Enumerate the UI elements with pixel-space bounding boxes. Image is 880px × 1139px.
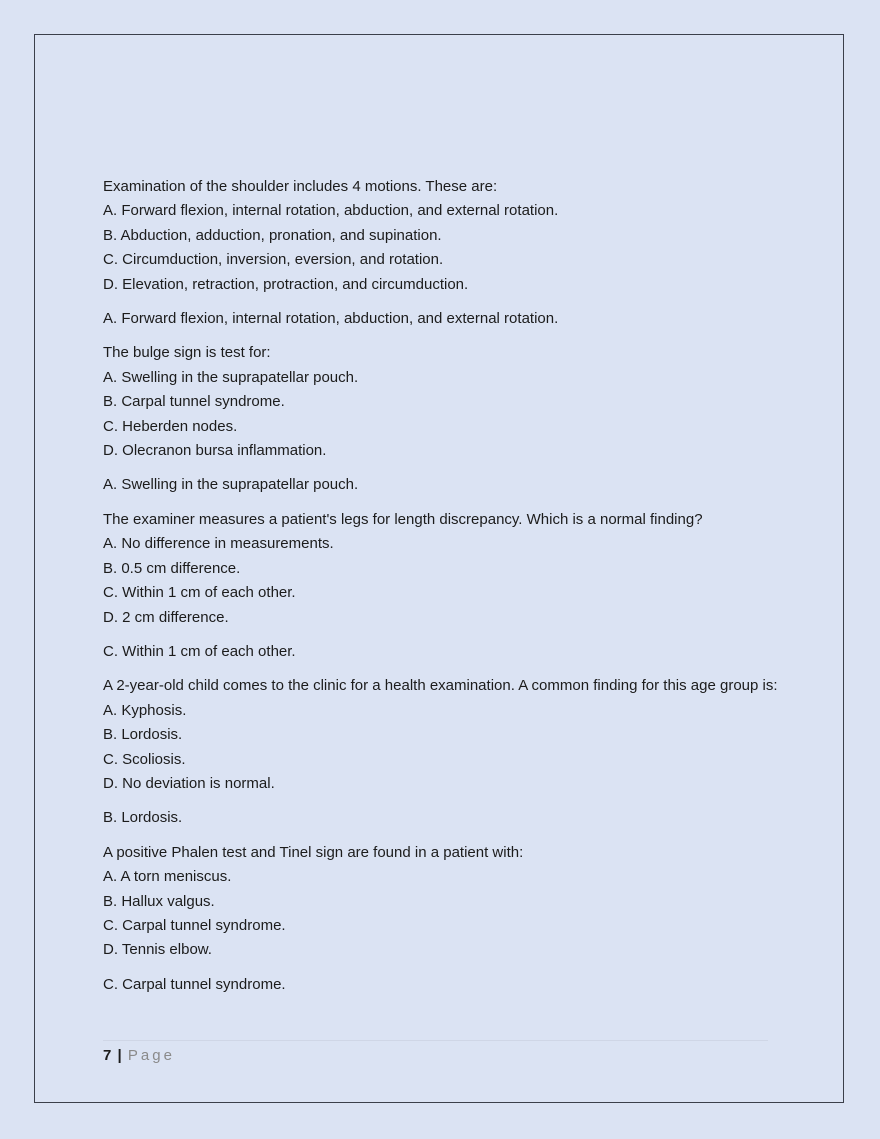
question-1: [103, 175, 793, 297]
question-list: [103, 175, 793, 1007]
option-a: A. Forward flexion, internal rotation, abduction, and external rotation.: [103, 202, 559, 220]
option-a: A. Kyphosis.: [103, 701, 187, 719]
option-d: D. 2 cm difference.: [103, 608, 229, 626]
answer-1: A. Forward flexion, internal rotation, abduction, and external rotation.: [103, 310, 559, 328]
option-b: B. Hallux valgus.: [103, 892, 215, 910]
option-b: B. Abduction, adduction, pronation, and supination.: [103, 226, 442, 244]
option-b: B. Lordosis.: [103, 726, 183, 744]
option-a: A. Swelling in the suprapatellar pouch.: [103, 368, 359, 386]
footer-divider: [103, 1040, 768, 1041]
answer-4: B. Lordosis.: [103, 809, 183, 827]
page-footer: [103, 1045, 175, 1067]
answer-2: A. Swelling in the suprapatellar pouch.: [103, 476, 359, 494]
option-c: C. Carpal tunnel syndrome.: [103, 916, 286, 934]
page-number: 7: [103, 1047, 112, 1064]
option-b: B. 0.5 cm difference.: [103, 559, 241, 577]
question-prompt: The bulge sign is test for:: [103, 344, 271, 362]
option-a: A. No difference in measurements.: [103, 535, 334, 553]
option-c: C. Within 1 cm of each other.: [103, 584, 296, 602]
page-label: Page: [127, 1047, 175, 1064]
option-d: D. Tennis elbow.: [103, 941, 212, 959]
question-2: [103, 341, 793, 463]
question-prompt: Examination of the shoulder includes 4 motions. These are:: [103, 178, 498, 195]
option-a: A. A torn meniscus.: [103, 868, 232, 886]
option-d: D. Olecranon bursa inflammation.: [103, 442, 327, 460]
option-d: D. No deviation is normal.: [103, 774, 275, 792]
footer-separator: |: [117, 1047, 122, 1064]
option-d: D. Elevation, retraction, protraction, and circumduction.: [103, 275, 469, 293]
option-c: C. Circumduction, inversion, eversion, and rotation.: [103, 251, 444, 269]
question-prompt: A 2-year-old child comes to the clinic for a health examination. A common finding for this age group is:: [103, 677, 778, 695]
question-5: [103, 841, 793, 963]
option-c: C. Heberden nodes.: [103, 417, 238, 435]
question-4: [103, 674, 793, 796]
answer-5: C. Carpal tunnel syndrome.: [103, 975, 286, 993]
option-b: B. Carpal tunnel syndrome.: [103, 393, 285, 411]
option-c: C. Scoliosis.: [103, 750, 186, 768]
answer-3: C. Within 1 cm of each other.: [103, 642, 296, 660]
question-prompt: The examiner measures a patient's legs for length discrepancy. Which is a normal finding?: [103, 510, 703, 528]
question-prompt: A positive Phalen test and Tinel sign are found in a patient with:: [103, 843, 524, 861]
question-3: [103, 508, 793, 630]
